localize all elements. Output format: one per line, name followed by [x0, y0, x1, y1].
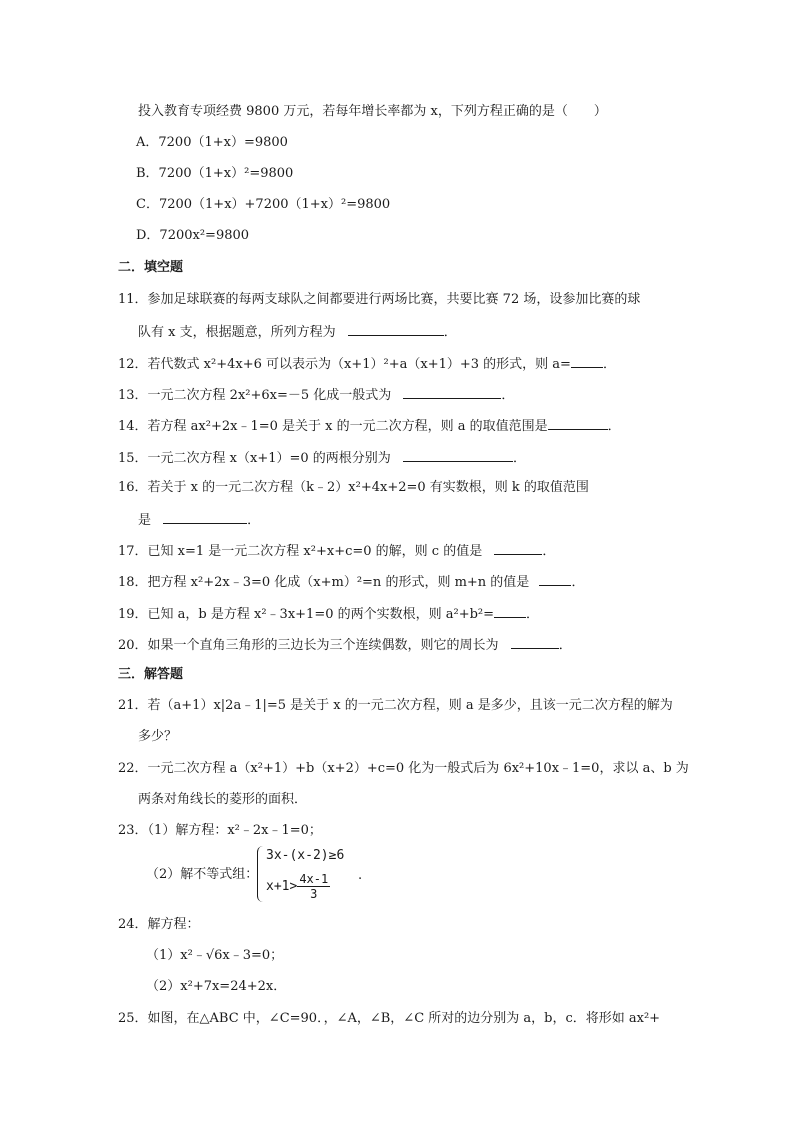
q23-end-period: .: [358, 868, 363, 883]
q15-answer-blank[interactable]: [403, 447, 513, 462]
q11-period: ．: [443, 325, 457, 340]
q12: [118, 353, 616, 375]
q16-line2: [138, 509, 260, 531]
q17-period: ．: [542, 544, 556, 559]
q15-text: 15．一元二次方程 x（x+1）=0 的两根分别为: [118, 451, 391, 466]
q24-sub1: （1）x²﹣√6x﹣3=0；: [146, 948, 284, 963]
q18-text: 18．把方程 x²+2x﹣3=0 化成（x+m）²=n 的形式，则 m+n 的值是: [118, 575, 530, 590]
q20-answer-blank[interactable]: [511, 634, 559, 649]
q23-inequality-2: [266, 872, 330, 901]
q11-line1: 11．参加足球联赛的每两支球队之间都要进行两场比赛，共要比赛 72 场，设参加比赛的球: [118, 292, 641, 307]
q23-fraction-denominator: 3: [310, 887, 318, 901]
q10-option-b: B．7200（1+x）²=9800: [136, 166, 294, 181]
q23-line1: 23．（1）解方程：x²﹣2x﹣1=0；: [118, 823, 322, 838]
section-solve-heading: 三．解答题: [118, 667, 184, 682]
q10-stem: 投入教育专项经费 9800 万元，若每年增长率都为 x，下列方程正确的是（ ）: [138, 104, 607, 119]
q18-answer-blank[interactable]: [539, 571, 571, 586]
q21-line1: 21．若（a+1）x|2a﹣1|=5 是关于 x 的一元二次方程，则 a 是多少，且该一元二次方程的解为: [118, 698, 673, 713]
q23-fraction: [297, 872, 330, 901]
q23-inequality-1: 3x-(x-2)≥6: [266, 848, 345, 863]
q23-inequality-2-left: x+1>: [266, 879, 298, 894]
q19-answer-blank[interactable]: [494, 603, 526, 618]
q25-line1: 25．如图，在△ABC 中，∠C=90．，∠A，∠B，∠C 所对的边分别为 a，b，c．将形如 ax²+: [118, 1011, 661, 1026]
q11-text: 队有 x 支，根据题意，所列方程为: [138, 325, 336, 340]
q20-text: 20．如果一个直角三角形的三边长为三个连续偶数，则它的周长为: [118, 638, 499, 653]
q24-sub2: （2）x²+7x=24+2x．: [146, 979, 287, 994]
q16-text: 是: [138, 513, 152, 528]
q11-line2: [138, 321, 457, 343]
q22-line1: 22．一元二次方程 a（x²+1）+b（x+2）+c=0 化为一般式后为 6x²+10x﹣1=0，求以 a、b 为: [118, 761, 689, 776]
q16-line1: 16．若关于 x 的一元二次方程（k﹣2）x²+4x+2=0 有实数根，则 k 的取值范围: [118, 480, 589, 495]
q13-period: ．: [501, 388, 515, 403]
q10-option-a: A．7200（1+x）=9800: [136, 135, 288, 150]
q19-text: 19．已知 a，b 是方程 x²﹣3x+1=0 的两个实数根，则 a²+b²=: [118, 607, 495, 622]
q18-period: ．: [571, 575, 585, 590]
q14-period: ．: [607, 419, 621, 434]
q17-answer-blank[interactable]: [494, 540, 542, 555]
q10-option-d: D．7200x²=9800: [136, 228, 250, 243]
q20: [118, 634, 572, 656]
q12-answer-blank[interactable]: [571, 353, 603, 368]
q15-period: ．: [512, 451, 526, 466]
q19: [118, 603, 539, 625]
q24-title: 24．解方程：: [118, 917, 200, 932]
q14-answer-blank[interactable]: [548, 415, 608, 430]
q13-text: 13．一元二次方程 2x²+6x=－5 化成一般式为: [118, 388, 392, 403]
q18: [118, 571, 584, 593]
q15: [118, 447, 526, 469]
q17: [118, 540, 555, 562]
q22-line2: 两条对角线长的菱形的面积．: [138, 792, 308, 807]
q14-text: 14．若方程 ax²+2x﹣1=0 是关于 x 的一元二次方程，则 a 的取值范围是: [118, 419, 548, 434]
q11-answer-blank[interactable]: [348, 321, 444, 336]
q10-option-c: C．7200（1+x）+7200（1+x）²=9800: [136, 197, 391, 212]
q13-answer-blank[interactable]: [403, 384, 501, 399]
q23-fraction-numerator: 4x-1: [299, 872, 329, 886]
q17-text: 17．已知 x=1 是一元二次方程 x²+x+c=0 的解，则 c 的值是: [118, 544, 483, 559]
q16-period: ．: [247, 513, 261, 528]
q23-part2-label: （2）解不等式组：: [146, 867, 259, 882]
q16-answer-blank[interactable]: [163, 509, 247, 524]
q13: [118, 384, 514, 406]
section-fill-heading: 二．填空题: [118, 260, 184, 275]
q20-period: ．: [558, 638, 572, 653]
q19-period: ．: [526, 607, 540, 622]
q14: [118, 415, 621, 437]
q21-line2: 多少？: [138, 729, 178, 744]
inequality-system-brace: [257, 846, 264, 902]
q12-period: ．: [602, 357, 616, 372]
q12-text: 12．若代数式 x²+4x+6 可以表示为（x+1）²+a（x+1）+3 的形式，则 a=: [118, 357, 571, 372]
